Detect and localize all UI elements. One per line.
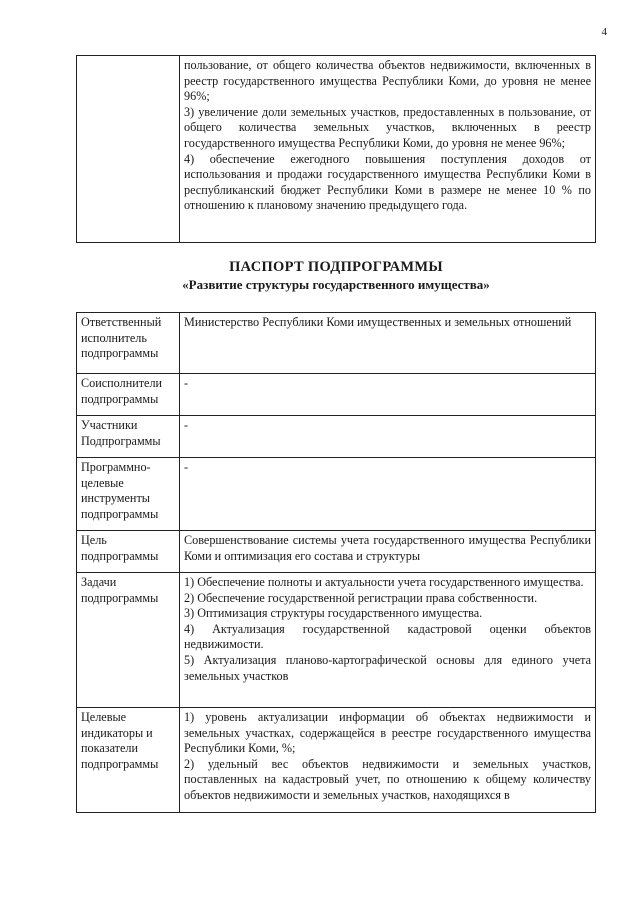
responsible-label: Ответственный исполнитель подпрограммы	[77, 313, 180, 374]
row-goal	[77, 531, 596, 573]
passport-title: ПАСПОРТ ПОДПРОГРАММЫ	[229, 259, 443, 275]
goal-label: Цель подпрограммы	[77, 531, 180, 573]
co-executors-label: Соисполнители подпрограммы	[77, 374, 180, 416]
passport-table	[76, 312, 596, 813]
tasks-value	[180, 573, 596, 708]
row-responsible	[77, 313, 596, 374]
indicators-label: Целевые индикаторы и показатели подпрограммы	[77, 708, 180, 813]
participants-label: Участники Подпрограммы	[77, 416, 180, 458]
continuation-table	[76, 55, 596, 243]
task-item-2: 2) Обеспечение государственной регистрации права собственности.	[184, 590, 538, 605]
row-tasks	[77, 573, 596, 708]
continuation-text-cell	[180, 56, 596, 243]
task-item-5: 5) Актуализация планово-картографической основы для единого учета земельных участков	[184, 652, 591, 683]
row-indicators	[77, 708, 596, 813]
page-number: 4	[601, 26, 607, 38]
continuation-row	[77, 56, 596, 243]
task-item-4: 4) Актуализация государственной кадастровой оценки объектов недвижимости.	[184, 621, 591, 652]
continuation-item-1: пользование, от общего количества объектов недвижимости, включенных в реестр государственного имущества Республики Коми, до уровня не менее 96%;	[184, 58, 591, 104]
indicator-item-1: 1) уровень актуализации информации об объектах недвижимости и земельных участках, содержащейся в реестре государственного имущества Республики Коми, %;	[184, 710, 591, 756]
task-item-1: 1) Обеспечение полноты и актуальности учета государственного имущества.	[184, 575, 584, 589]
row-instruments	[77, 458, 596, 531]
responsible-value: Министерство Республики Коми имущественных и земельных отношений	[180, 313, 596, 374]
indicator-item-2: 2) удельный вес объектов недвижимости и земельных участков, поставленных на кадастровый учет, по отношению к общему количеству объектов недвижимости и земельных участков, находящихся в	[184, 756, 591, 802]
indicators-value	[180, 708, 596, 813]
continuation-item-3: 4) обеспечение ежегодного повышения поступления доходов от использования и продажи государственного имущества Республики Коми в республиканский бюджет Республики Коми в размере не менее 10 % по отношению к плановому значению предыдущего года.	[184, 151, 591, 213]
passport-subtitle: «Развитие структуры государственного имущества»	[182, 277, 490, 292]
co-executors-value: -	[180, 374, 596, 416]
participants-value: -	[180, 416, 596, 458]
instruments-label: Программно-целевые инструменты подпрограммы	[77, 458, 180, 531]
task-item-3: 3) Оптимизация структуры государственного имущества.	[184, 606, 483, 621]
instruments-value: -	[180, 458, 596, 531]
tasks-label: Задачи подпрограммы	[77, 573, 180, 708]
continuation-item-2: 3) увеличение доли земельных участков, предоставленных в пользование, от общего количества земельных участков, включенных в реестр государственного имущества Республики Коми, до уровня не менее 96%;	[184, 104, 591, 150]
row-co-executors	[77, 374, 596, 416]
goal-value: Совершенствование системы учета государственного имущества Республики Коми и оптимизация его состава и структуры	[180, 531, 596, 573]
row-participants	[77, 416, 596, 458]
continuation-empty-cell	[77, 56, 180, 243]
